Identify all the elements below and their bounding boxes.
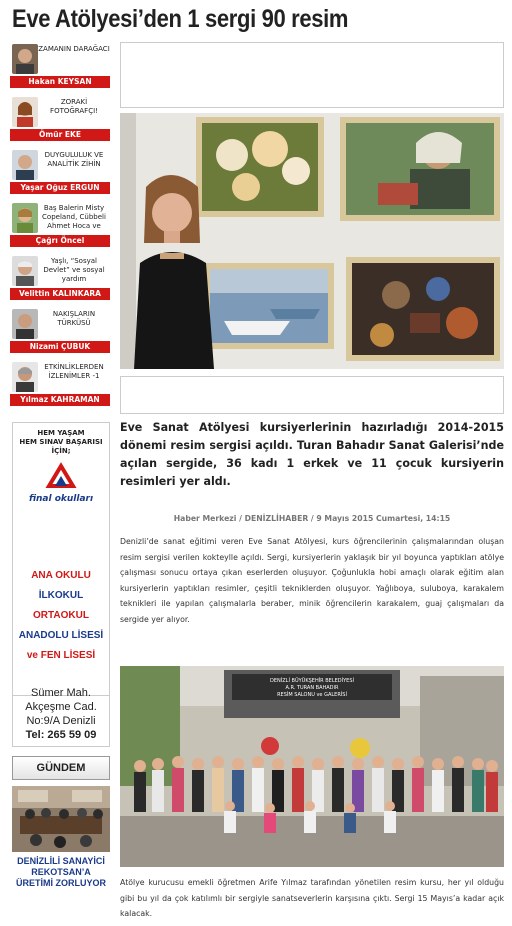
author-column-title: NAKIŞLARIN TÜRKÜSÜ: [52, 310, 96, 327]
author-column-title: ETKİNLİKLERDEN İZLENİMLER -1: [44, 363, 104, 380]
ad-tagline-line: HEM YAŞAM: [37, 429, 85, 437]
ad-school-item: ANADOLU LİSESİ: [18, 630, 104, 641]
article-paragraph: Atölye kurucusu emekli öğretmen Arife Yılmaz tarafından yönetilen resim kursu, her yıl olduğu gibi bu yıl da çok katılımlı bir sergiyle sanatseverlerin karşısına çıktı. Sergi 15 Mayıs’a kadar açık kalacak.: [120, 878, 504, 918]
article-lead: Eve Sanat Atölyesi kursiyerlerinin hazırladığı 2014-2015 dönemi resim sergisi açıldı. Turan Bahadır Sanat Galerisi’nde açılan sergide, 36 kadı 1 erkek ve 11 çocuk kursiyerin resimleri yer aldı.: [120, 421, 504, 488]
gundem-news-image[interactable]: [12, 786, 110, 852]
author-list: [10, 42, 110, 413]
author-name: Çağrı Öncel: [10, 235, 110, 247]
gallery-sign-text: RESİM SALONU ve GALERİSİ: [277, 692, 347, 698]
ad-banner-top[interactable]: [120, 42, 504, 108]
ad-school-item: ve FEN LİSESİ: [26, 650, 96, 661]
author-name: Yılmaz KAHRAMAN: [10, 394, 110, 406]
author-item[interactable]: [10, 95, 110, 148]
author-avatar: [12, 203, 38, 233]
group-photo: [120, 666, 504, 867]
article-paragraph: Denizli’de sanat eğitimi veren Eve Sanat Atölyesi, kurs öğrencilerinin çalışmalarından oluşan resim sergisi verilen kokteylle açıldı. Sergi, kursiyerlerin yaklaşık bir yıl boyunca yaptıkları atölye çalışması sonucu ortaya çıkan eserlerden oluşuyor. Çoğunlukla hobi amaçlı olarak eğitim alan kursiyerlerin yaptıkları resimler, çeşitli tekniklerden oluşuyor. Yağlıboya, suluboya, karakalem teknikleri ile yapılan çalışmalarla beraber, minik öğrencilerin karakalem, guaj çalışmaları da sergide yer alıyor.: [120, 537, 504, 624]
author-name: Velittin KALINKARA: [10, 288, 110, 300]
gundem-news-caption[interactable]: DENİZLİLİ SANAYİCİ REKOTSAN’A ÜRETİMİ ZORLUYOR: [16, 856, 106, 888]
author-column-title: Yaşlı, “Sosyal Devlet” ve sosyal yardım: [43, 257, 105, 283]
ad-tagline: [13, 429, 109, 456]
ad-address: [13, 686, 109, 742]
ad-tagline-line: İÇİN;: [51, 447, 71, 455]
final-logo-icon: [41, 462, 81, 492]
article-headline: Eve Atölyesi’den 1 sergi 90 resim: [12, 5, 349, 33]
author-item[interactable]: [10, 360, 110, 413]
author-item[interactable]: [10, 254, 110, 307]
author-avatar: [12, 362, 38, 392]
author-name: Nizami ÇUBUK: [10, 341, 110, 353]
ad-address-line: Akçeşme Cad.: [25, 701, 97, 713]
author-column-title: Baş Balerin Misty Copeland, Cübbeli Ahmet Hoca ve: [42, 204, 106, 230]
ad-school-list: [13, 566, 109, 666]
ad-school-item: İLKOKUL: [38, 590, 84, 601]
author-item[interactable]: [10, 201, 110, 254]
author-item[interactable]: [10, 42, 110, 95]
exhibition-photo: [120, 113, 504, 369]
gallery-sign-text: DENİZLİ BÜYÜKŞEHİR BELEDİYESİ: [270, 678, 354, 684]
final-logo: [21, 462, 101, 514]
author-name: Ömür EKE: [10, 129, 110, 141]
author-column-title: DUYGULULUK VE ANALİTİK ZİHİN: [44, 151, 104, 168]
ad-tagline-line: HEM SINAV BAŞARISI: [19, 438, 103, 446]
article-byline: Haber Merkezi / DENİZLİHABER / 9 Mayıs 2015 Cumartesi, 14:15: [173, 514, 451, 523]
author-item[interactable]: [10, 148, 110, 201]
gundem-heading[interactable]: GÜNDEM: [12, 756, 110, 780]
author-name: Yaşar Oğuz ERGUN: [10, 182, 110, 194]
author-avatar: [12, 150, 38, 180]
ad-address-line: Sümer Mah.: [31, 687, 91, 699]
author-avatar: [12, 309, 38, 339]
author-column-title: ZAMANIN DARAĞACI: [38, 45, 110, 53]
school-advertisement[interactable]: [12, 422, 110, 747]
ad-logo-text: final okulları: [28, 494, 94, 504]
author-avatar: [12, 97, 38, 127]
ad-banner-middle[interactable]: [120, 376, 504, 414]
ad-address-line: No:9/A Denizli: [26, 715, 96, 727]
ad-school-item: ANA OKULU: [31, 570, 91, 581]
author-name: Hakan KEYSAN: [10, 76, 110, 88]
author-item[interactable]: [10, 307, 110, 360]
ad-phone: Tel: 265 59 09: [25, 729, 97, 741]
author-column-title: ZORAKİ FOTOĞRAFÇI!: [50, 98, 98, 115]
gallery-sign-text: A.R. TURAN BAHADIR: [285, 685, 339, 691]
author-avatar: [12, 256, 38, 286]
ad-school-item: ORTAOKUL: [33, 610, 89, 621]
author-avatar: [12, 44, 38, 74]
